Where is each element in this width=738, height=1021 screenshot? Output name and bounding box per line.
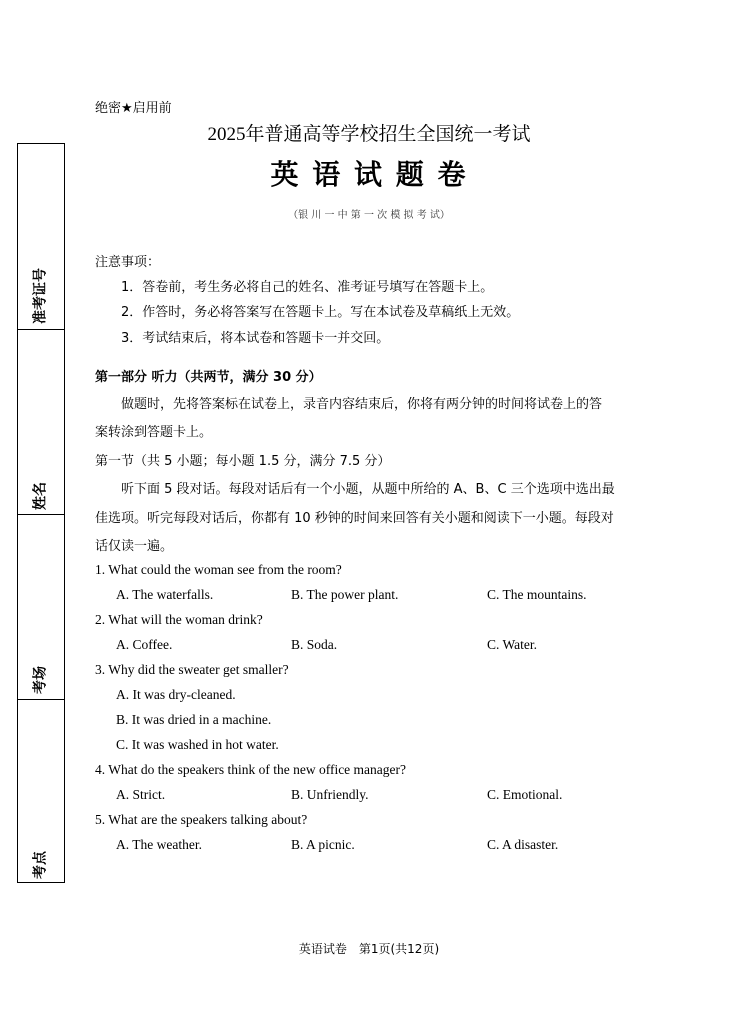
paper-title: 英 语 试 题 卷: [270, 158, 468, 191]
question-option: A. Coffee.: [116, 637, 173, 652]
question-option: B. A picnic.: [291, 837, 355, 852]
question-stem: 4. What do the speakers think of the new office manager?: [95, 762, 407, 777]
question-option: A. The waterfalls.: [116, 587, 214, 602]
question-option: A. Strict.: [116, 787, 166, 802]
question-stem: 2. What will the woman drink?: [95, 612, 263, 627]
confidential-label: 绝密★启用前: [95, 101, 172, 116]
section1-instruction-line: 话仅读一遍。: [95, 539, 174, 554]
part1-intro-line: 做题时，先将答案标在试卷上，录音内容结束后，你将有两分钟的时间将试卷上的答: [121, 397, 603, 412]
question-option: A. It was dry-cleaned.: [116, 687, 236, 702]
part1-heading: 第一部分 听力（共两节，满分 30 分）: [95, 370, 322, 385]
section1-heading: 第一节（共 5 小题；每小题 1.5 分，满分 7.5 分）: [95, 454, 391, 469]
strip-label-room: 考场: [32, 666, 49, 694]
notice-item: 3．考试结束后，将本试卷和答题卡一并交回。: [121, 331, 390, 346]
notice-item: 2．作答时，务必将答案写在答题卡上。写在本试卷及草稿纸上无效。: [121, 305, 520, 320]
strip-label-exam-number: 准考证号: [32, 268, 49, 324]
question-stem: 3. Why did the sweater get smaller?: [95, 662, 289, 677]
binding-strip: [17, 143, 65, 883]
paper-subtitle: （银 川 一 中 第 一 次 模 拟 考 试）: [288, 210, 450, 221]
strip-divider: [18, 514, 64, 515]
notice-item: 1．答卷前，考生务必将自己的姓名、准考证号填写在答题卡上。: [121, 280, 494, 295]
question-option: C. A disaster.: [487, 837, 559, 852]
question-option: B. Unfriendly.: [291, 787, 369, 802]
question-option: B. The power plant.: [291, 587, 399, 602]
question-option: B. It was dried in a machine.: [116, 712, 272, 727]
question-option: A. The weather.: [116, 837, 202, 852]
strip-label-site: 考点: [32, 851, 49, 879]
strip-divider: [18, 699, 64, 700]
question-stem: 1. What could the woman see from the room?: [95, 562, 342, 577]
page-footer: 英语试卷 第1页(共12页): [298, 942, 440, 956]
question-option: C. The mountains.: [487, 587, 587, 602]
question-option: C. It was washed in hot water.: [116, 737, 279, 752]
strip-divider: [18, 329, 64, 330]
part1-intro-line: 案转涂到答题卡上。: [95, 425, 213, 440]
question-option: C. Water.: [487, 637, 538, 652]
section1-instruction-line: 听下面 5 段对话。每段对话后有一个小题，从题中所给的 A、B、C 三个选项中选出最: [121, 482, 615, 497]
strip-label-name: 姓名: [32, 482, 49, 510]
question-option: B. Soda.: [291, 637, 338, 652]
question-option: C. Emotional.: [487, 787, 563, 802]
notice-heading: 注意事项：: [95, 255, 161, 270]
question-stem: 5. What are the speakers talking about?: [95, 812, 308, 827]
exam-title: 2025年普通高等学校招生全国统一考试: [207, 124, 531, 145]
section1-instruction-line: 佳选项。听完每段对话后，你都有 10 秒钟的时间来回答有关小题和阅读下一小题。每段对: [95, 511, 614, 526]
